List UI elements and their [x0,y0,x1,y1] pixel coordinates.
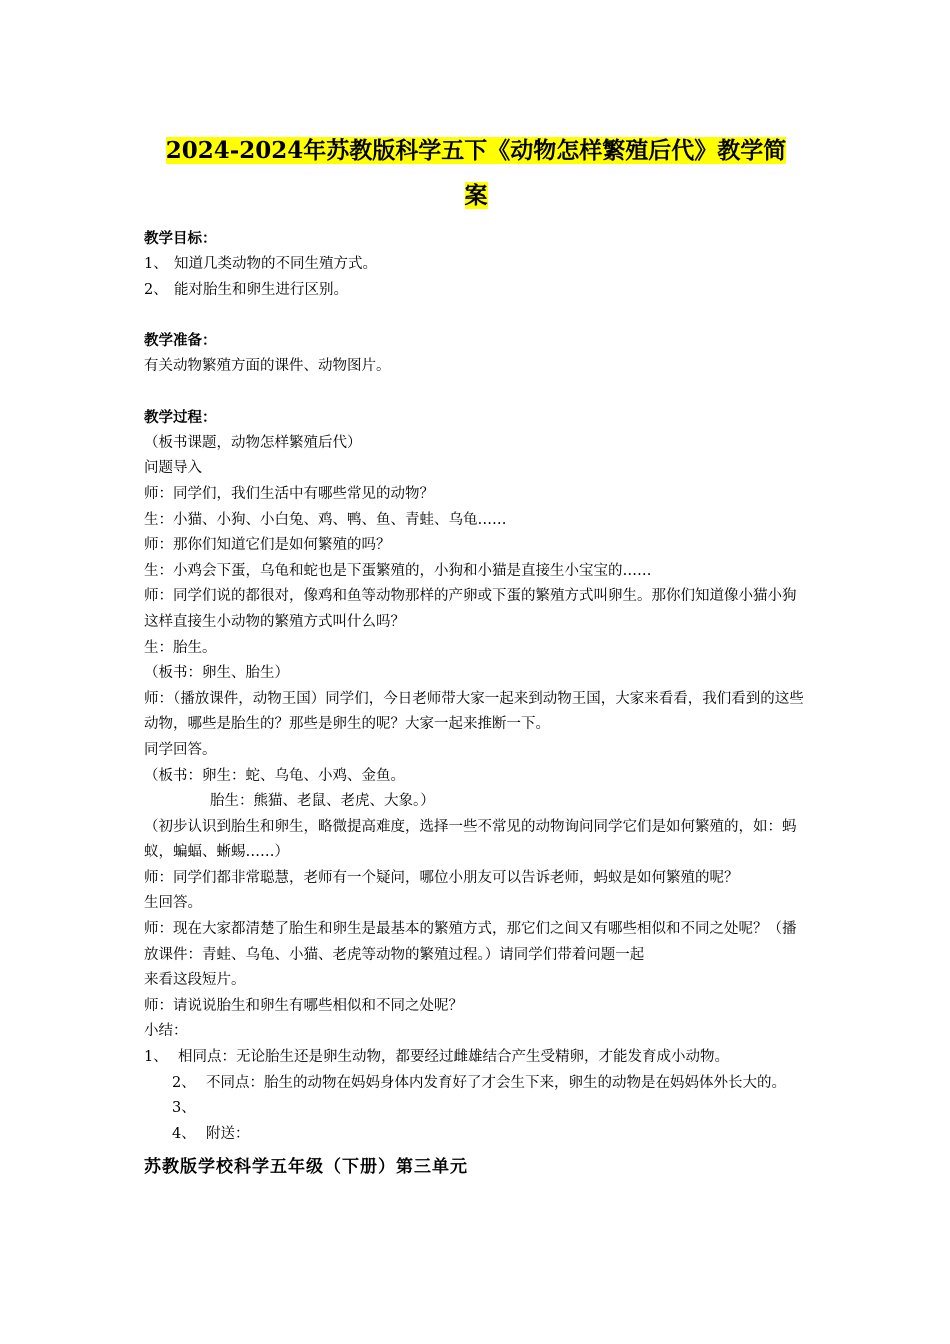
process-line: （板书：卵生、胎生） [144,665,289,682]
process-paragraph: 师：现在大家都清楚了胎生和卵生是最基本的繁殖方式，那它们之间又有哪些相似和不同之处呢？（播放课件：青蛙、乌龟、小猫、老虎等动物的繁殖过程。）请同学们带着问题一起 [144,921,797,963]
document-title [144,128,808,218]
process-line: 生：小猫、小狗、小白兔、鸡、鸭、鱼、青蛙、乌龟…… [144,511,507,528]
summary-label: 小结： [144,1023,188,1040]
process-line: 师：同学们，我们生活中有哪些常见的动物？ [144,485,434,502]
process-line: 生：胎生。 [144,639,217,656]
goals-heading: 教学目标： [144,230,217,247]
process-paragraph: 师：（播放课件，动物王国）同学们，今日老师带大家一起来到动物王国，大家来看看，我们看到的这些动物，哪些是胎生的？那些是卵生的呢？大家一起来推断一下。 [144,690,804,733]
summary-item: 1、 相同点：无论胎生还是卵生动物，都要经过雌雄结合产生受精卵，才能发育成小动物。 [144,1049,729,1066]
process-line: （板书课题，动物怎样繁殖后代） [144,434,362,451]
process-paragraph: 师：同学们都非常聪慧，老师有一个疑问，哪位小朋友可以告诉老师，蚂蚁是如何繁殖的呢？ [144,869,739,886]
board-womb-line: 胎生：熊猫、老鼠、老虎、大象。） [210,793,435,810]
process-line: 生回答。 [144,895,202,912]
summary-item: 2、 不同点：胎生的动物在妈妈身体内发育好了才会生下来，卵生的动物是在妈妈体外长大的。 [172,1074,786,1091]
summary-item: 4、 附送： [172,1125,250,1142]
goal-item: 1、 知道几类动物的不同生殖方式。 [144,256,377,272]
process-line: 问题导入 [144,460,202,477]
title-line-2: 案 [464,182,488,209]
process-line: 来看这段短片。 [144,972,246,989]
process-heading: 教学过程： [144,408,217,426]
process-line: 师：那你们知道它们是如何繁殖的吗？ [144,537,391,554]
process-line: 同学回答。 [144,741,217,758]
process-paragraph: 师：同学们说的都很对，像鸡和鱼等动物那样的产卵或下蛋的繁殖方式叫卵生。那你们知道像小猫小狗这样直接生小动物的繁殖方式叫什么吗？ [144,588,797,630]
prep-text: 有关动物繁殖方面的课件、动物图片。 [144,358,391,375]
goal-item: 2、 能对胎生和卵生进行区别。 [144,281,348,298]
process-paragraph: （初步认识到胎生和卵生，略微提高难度，选择一些不常见的动物询问同学它们是如何繁殖的，如：蚂蚁，蝙蝠、蜥蜴……） [144,818,797,861]
prep-heading: 教学准备： [144,332,217,350]
footer-heading: 苏教版学校科学五年级（下册）第三单元 [144,1157,468,1178]
document-page [144,128,808,1183]
process-line: 生：小鸡会下蛋，乌龟和蛇也是下蛋繁殖的，小狗和小猫是直接生小宝宝的…… [144,562,652,579]
summary-item: 3、 [172,1100,196,1117]
board-egg-line: （板书：卵生：蛇、乌龟、小鸡、金鱼。 [144,767,405,784]
process-line: 师：请说说胎生和卵生有哪些相似和不同之处呢？ [144,997,463,1014]
title-line-1: 2024-2024年苏教版科学五下《动物怎样繁殖后代》教学简 [165,137,787,164]
